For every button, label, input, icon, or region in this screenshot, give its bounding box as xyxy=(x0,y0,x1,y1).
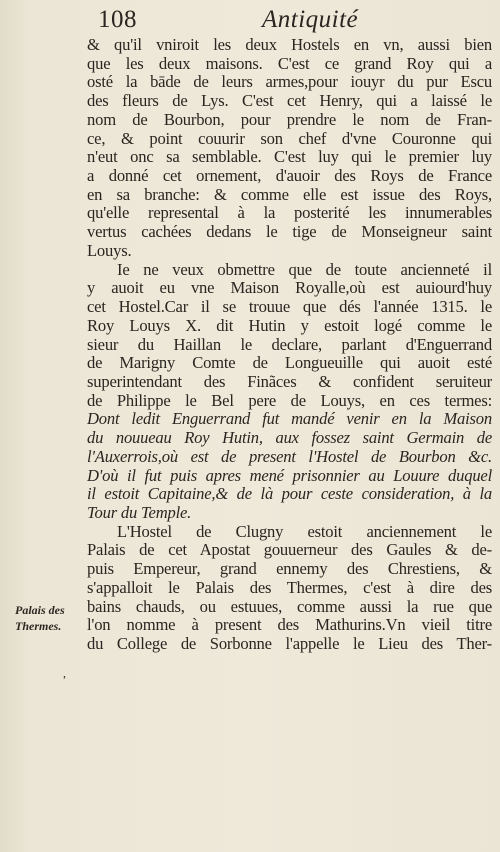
text-line: & qu'il vniroit les deux Hostels en vn, aussi bien xyxy=(87,36,492,54)
text-line: puis Empereur, grand ennemy des Chrestiens, & xyxy=(87,560,492,579)
quoted-line: il estoit Capitaine,& de là pour ceste consideration, à la xyxy=(87,485,492,504)
text-line: n'eut onc sa semblable. C'est luy qui le premier luy xyxy=(87,148,492,167)
quoted-line: du nouueau Roy Hutin, aux fossez saint Germain de xyxy=(87,429,492,448)
text-line: Ie ne veux obmettre que de toute ancienneté il xyxy=(117,260,492,279)
text-line: vertus cachées dedans le tige de Monseigneur saint xyxy=(87,223,492,242)
quoted-line: D'où il fut puis apres mené prisonnier au Louure duquel xyxy=(87,466,492,485)
running-title: Antiquité xyxy=(262,6,359,33)
text-line: Palais de cet Apostat gouuerneur des Gaules & de- xyxy=(87,541,492,560)
text-line: L'Hostel de Clugny estoit anciennement le xyxy=(117,522,492,541)
text-line: Roy Louys X. dit Hutin y estoit logé comme le xyxy=(87,316,492,335)
running-head xyxy=(98,6,490,40)
text-line: osté la bāde de leurs armes,pour iouyr du pur Escu xyxy=(87,73,492,92)
text-line: cet Hostel.Car il se trouue que dés l'année 1315. le xyxy=(87,298,492,317)
text-line: sieur du Haillan le declare, parlant d'Enguerrand xyxy=(87,335,492,354)
page-number: 108 xyxy=(98,6,137,33)
text-line: du College de Sorbonne l'appelle le Lieu des Ther- xyxy=(87,635,492,653)
body-text xyxy=(87,36,492,654)
text-line: des fleurs de Lys. C'est cet Henry, qui a laissé le xyxy=(87,92,492,111)
text-line: y auoit eu vne Maison Royalle,où est auiourd'huy xyxy=(87,279,492,298)
text-line: l'on nomme à present des Mathurins.Vn vieil titre xyxy=(87,616,492,635)
text-line: bains chauds, ou estuues, comme aussi la rue que xyxy=(87,597,492,616)
text-line: superintendant des Finãces & confident seruiteur xyxy=(87,372,492,391)
text-line: nom de Bourbon, pour prendre le nom de Fran- xyxy=(87,110,492,129)
margin-note-line-2: Thermes. xyxy=(15,619,62,633)
text-line: Louys. xyxy=(87,241,132,260)
text-line: qu'elle represental à la posterité les innumerables xyxy=(87,204,492,223)
text-line: que les deux maisons. C'est ce grand Roy qui a xyxy=(87,54,492,73)
text-line: de Philippe le Bel pere de Louys, en ces termes: xyxy=(87,391,492,410)
text-line: ce, & point couurir son chef d'vne Couronne qui xyxy=(87,129,492,148)
quoted-line: Tour du Temple. xyxy=(87,503,192,522)
margin-note-line-1: Palais des xyxy=(15,603,65,617)
text-line: s'appalloit le Palais des Thermes, c'est à dire des xyxy=(87,578,492,597)
margin-mark: , xyxy=(63,666,66,680)
quoted-line: Dont ledit Enguerrand fut mandé venir en la Maison xyxy=(87,410,492,429)
text-line: a donné cet ornement, d'auoir des Roys de France xyxy=(87,167,492,186)
text-line: de Marigny Comte de Longueuille qui auoit esté xyxy=(87,354,492,373)
text-line: en sa branche: & comme elle est issue des Roys, xyxy=(87,185,492,204)
quoted-line: l'Auxerrois,où est de present l'Hostel de Bourbon &c. xyxy=(87,447,492,466)
